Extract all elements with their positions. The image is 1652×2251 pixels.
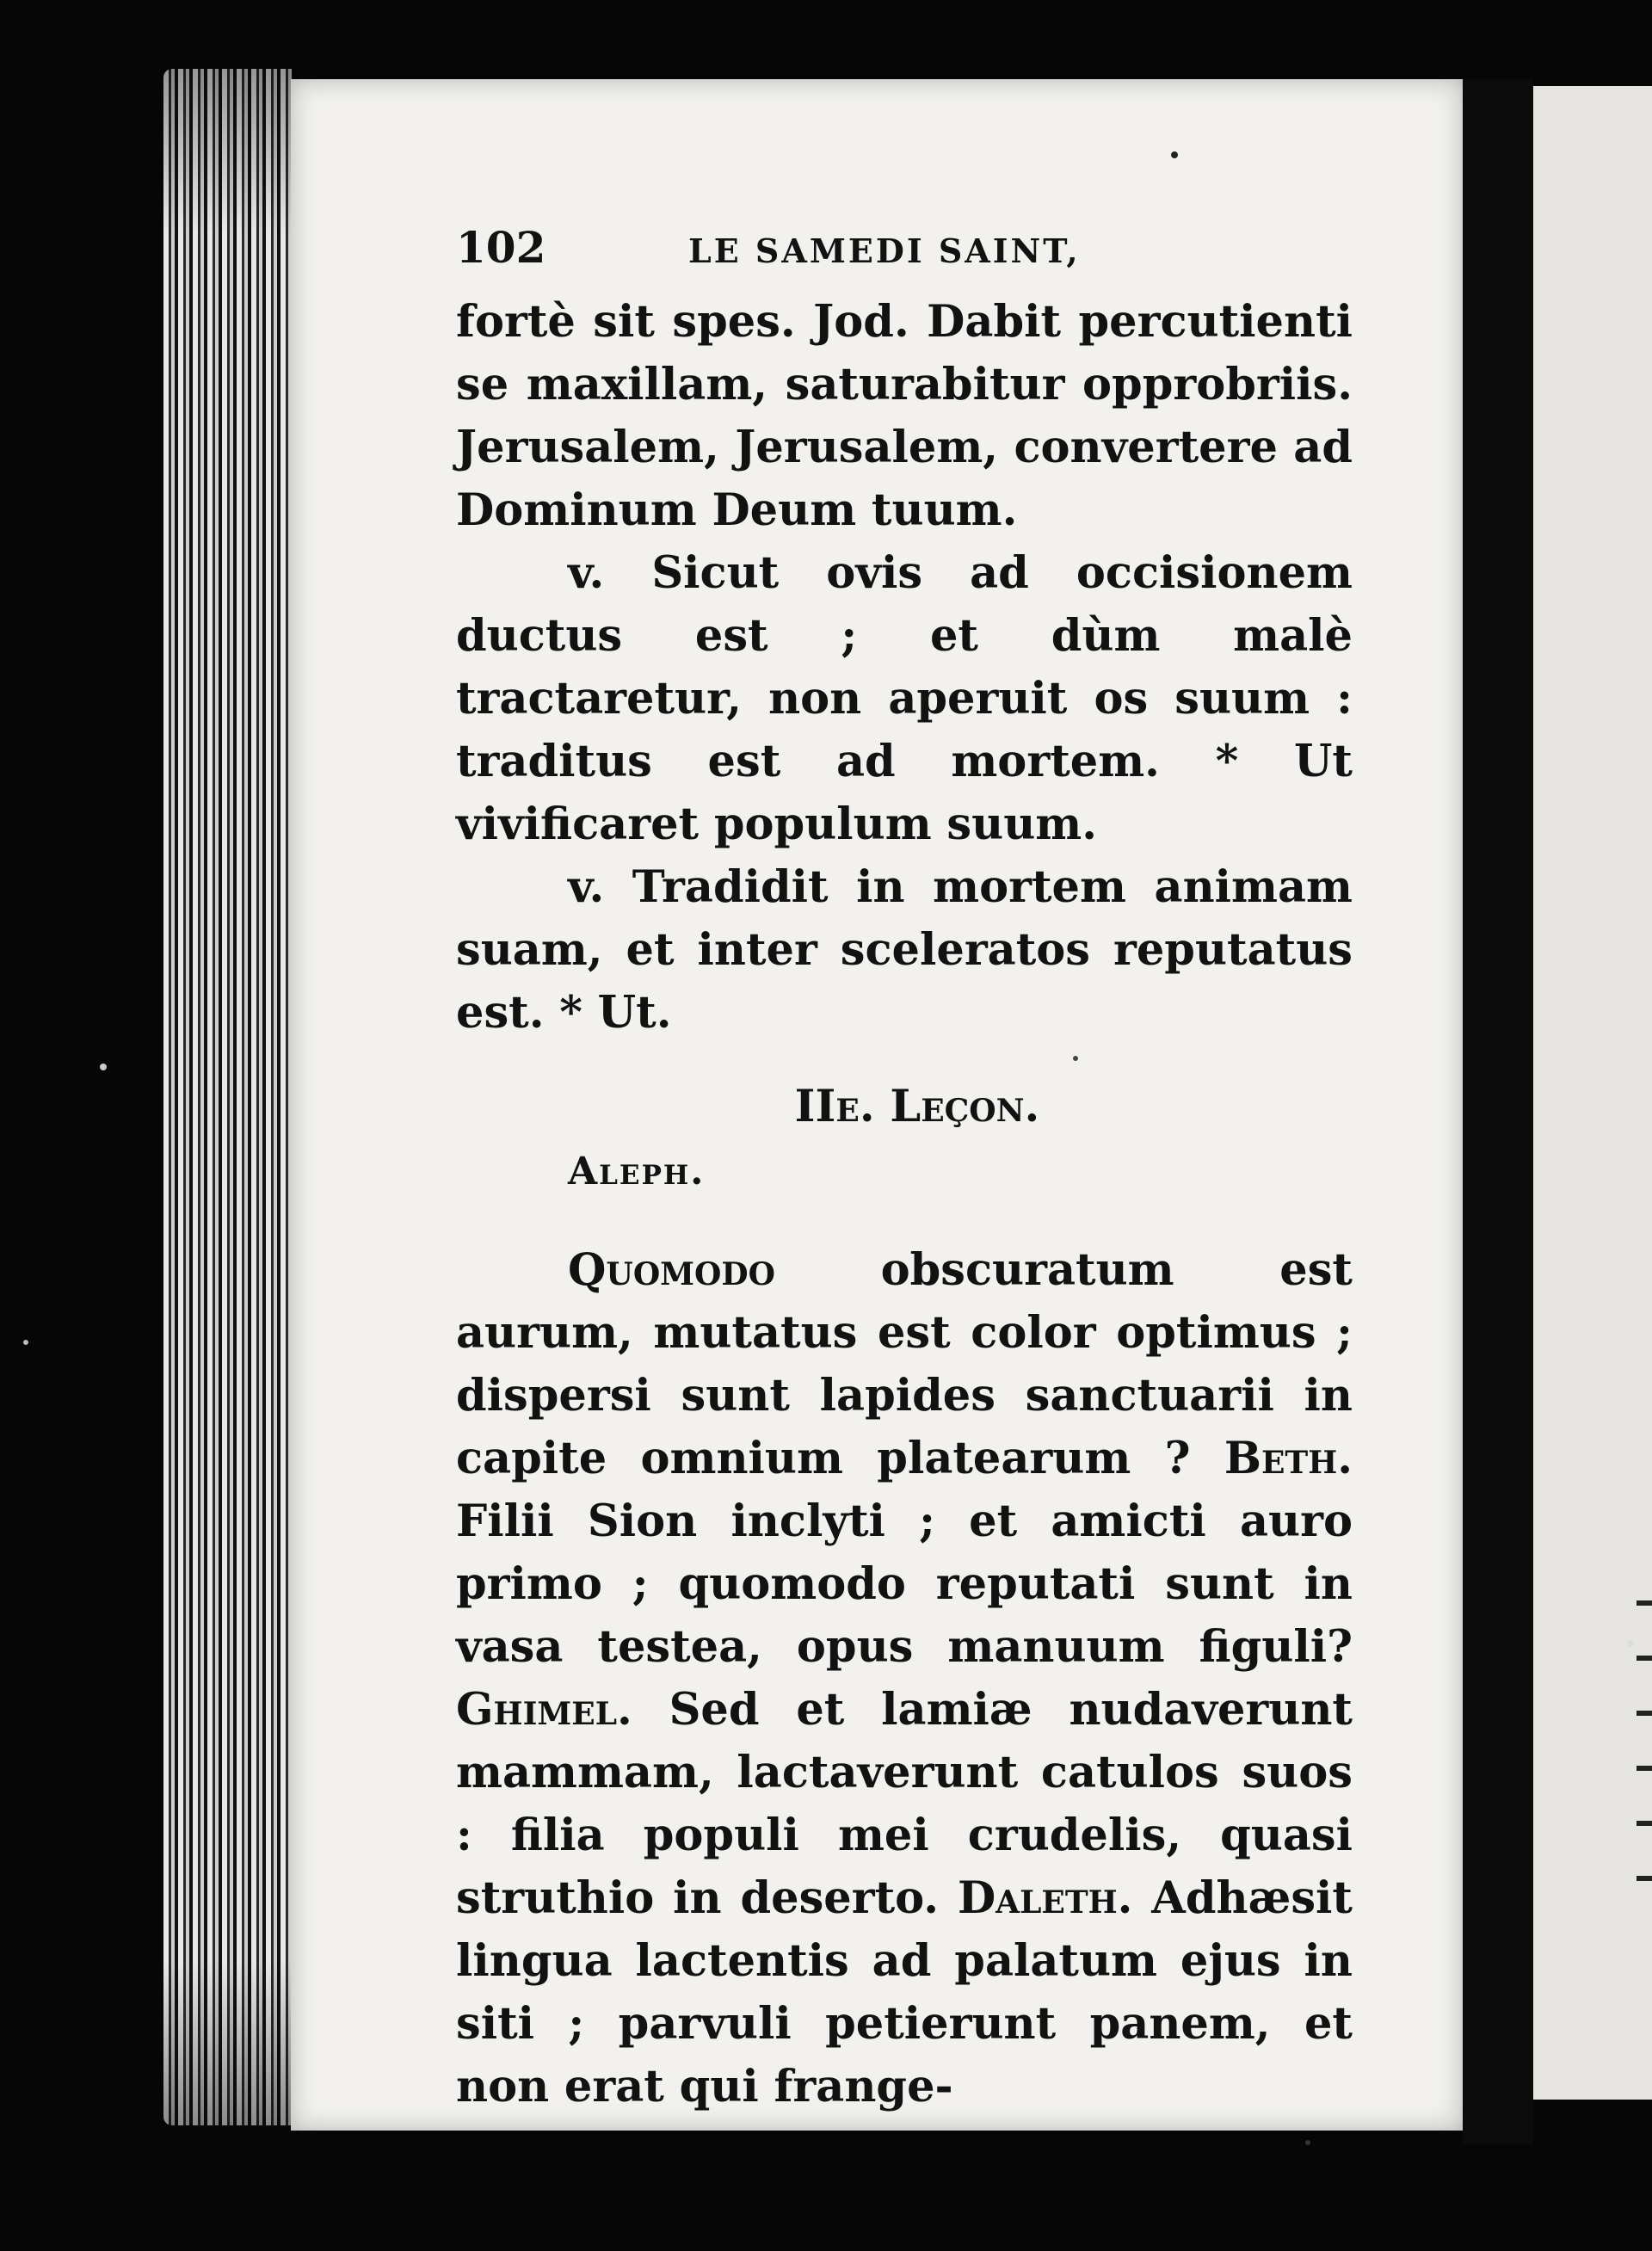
- lesson-heading: IIe. Leçon.: [794, 1081, 1040, 1132]
- paragraph: [456, 1239, 1353, 2118]
- paragraph-text: obscuratum est aurum, mutatus est color optimus ; dispersi sunt lapides sanctuarii in capite omnium platearum ?: [456, 1244, 1353, 1484]
- page-number: 102: [456, 222, 546, 273]
- letter-marker-beth: Beth.: [1224, 1433, 1353, 1484]
- binding-shadow: [1463, 79, 1533, 2144]
- paragraph: fortè sit spes. Jod. Dabit percutienti se maxillam, saturabitur opprobriis. Jerusalem, Jerusalem, convertere ad Dominum Deum tuum.: [456, 296, 1353, 536]
- opening-word: Quomodo: [568, 1244, 775, 1296]
- paragraph: v. Tradidit in mortem animam suam, et inter sceleratos reputatus est. * Ut.: [456, 861, 1353, 1039]
- running-title: LE SAMEDI SAINT,: [688, 231, 1081, 270]
- adjacent-page-text-edge: [1637, 1600, 1652, 1910]
- text-block: [456, 291, 1353, 2118]
- adjacent-page: [1533, 86, 1652, 2100]
- paragraph: v. Sicut ovis ad occisionem ductus est ; et dùm malè tractaretur, non aperuit os suum : traditus est ad mortem. * Ut vivificaret populum suum.: [456, 547, 1353, 850]
- running-head: [456, 222, 1353, 274]
- letter-heading-aleph: Aleph.: [568, 1150, 706, 1193]
- book-leaf-edges: [163, 69, 293, 2125]
- paragraph-text: Filii Sion inclyti ; et amicti auro primo ; quomodo reputati sunt in vasa testea, opus manuum figuli?: [456, 1496, 1353, 1673]
- page-content: [456, 222, 1353, 2118]
- letter-marker-ghimel: Ghimel.: [456, 1684, 632, 1736]
- paragraph-text: Sed et lamiæ nudaverunt mammam, lactaverunt catulos suos : filia populi mei crudelis, quasi struthio in deserto.: [456, 1684, 1353, 1924]
- paragraph-text: Adhæsit lingua lactentis ad palatum ejus in siti ; parvuli petierunt panem, et non erat qui frange-: [456, 1872, 1353, 2112]
- letter-marker-daleth: Daleth.: [957, 1872, 1133, 1924]
